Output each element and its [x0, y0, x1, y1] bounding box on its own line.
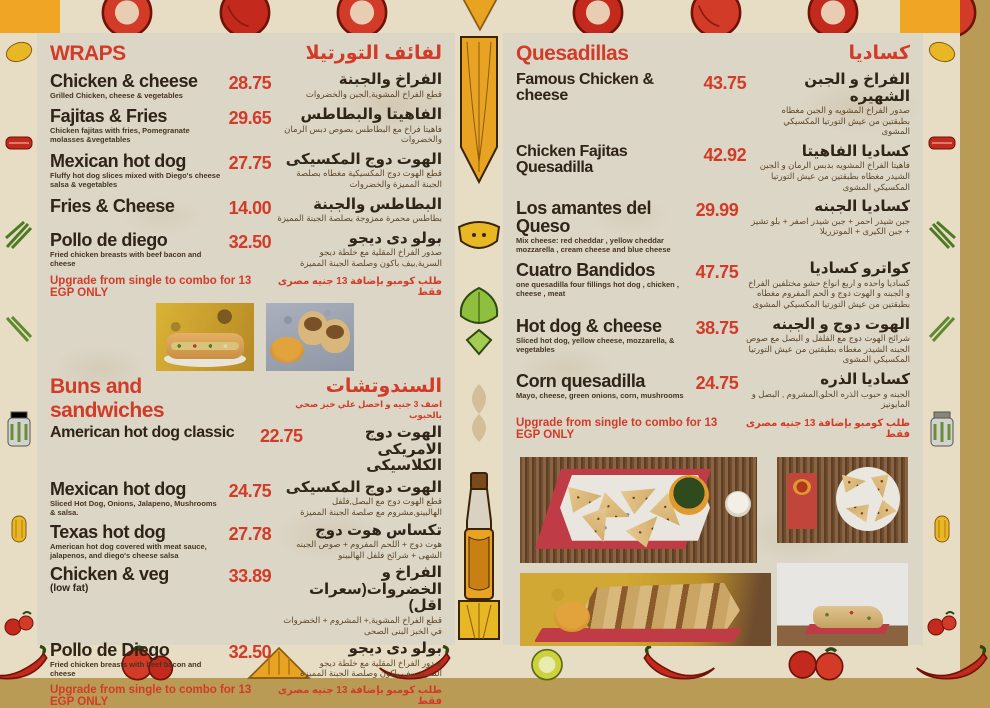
combo-upgrade-note [50, 684, 442, 708]
buns-section-header [50, 375, 442, 423]
item-price: 22.75 [259, 426, 303, 447]
item-name-ar: بولو دى ديجو [348, 229, 442, 247]
upgrade-text-en: Upgrade from single to combo for 13 EGP ONLY [516, 416, 718, 441]
item-price: 42.92 [703, 144, 747, 165]
item-desc-ar: هوت دوج + اللحم المفروم + صوص الجبنه الشهى + شرائح فلفل الهالبينو [296, 539, 442, 560]
item-desc-ar: بطاطس محمرة ممزوجة بصلصة الجبنة المميزة [277, 213, 442, 223]
green-onion-icon [927, 315, 957, 345]
item-desc-ar: قطع الهوت دوج مع البصل,فلفل الهالبينو,مشروم مع صلصة الجبنة المميزة [300, 496, 442, 517]
item-name-en: Famous Chicken & cheese [516, 71, 654, 104]
tomato-cluster-icon [926, 609, 958, 639]
menu-item [50, 72, 442, 100]
item-name-en: Chicken Fajitas Quesadilla [516, 142, 628, 176]
gold-corner [0, 0, 60, 33]
item-desc-ar: قطع الهوت دوج المكسيكية مغطاه بصلصة الجبنة المميزة والخضروات [296, 168, 442, 189]
menu-item [516, 261, 910, 309]
menu-item [516, 144, 910, 192]
combo-upgrade-note [50, 275, 442, 299]
item-price: 38.75 [695, 317, 739, 338]
item-name-en: Chicken & cheese [50, 71, 198, 91]
corn-icon [4, 514, 34, 544]
item-price: 32.50 [228, 231, 272, 252]
gold-corner [900, 0, 960, 33]
item-desc-en: Fluffy hot dog slices mixed with Diego's cheese salsa & vegetables [50, 170, 221, 189]
item-name-ar: كواترو كساديا [809, 260, 910, 278]
item-name-ar: كساديا الجبنه [814, 198, 910, 216]
center-ornament-strip [455, 33, 503, 645]
item-name-ar: الفاهيتا والبطاطس [300, 106, 442, 123]
item-name-en: Corn quesadilla [516, 371, 646, 391]
corn-icon [927, 514, 957, 544]
left-ingredient-border [0, 33, 37, 645]
menu-item [516, 199, 910, 254]
item-desc-ar: قطع الفراخ المشوية,+ المشروم + الخضروات في الخبز البنى الصحى [283, 614, 442, 636]
quesadillas-title-en: Quesadillas [516, 42, 629, 65]
item-desc-en: American hot dog covered with meat sauce, jalapenos, and diego's cheese salsa [50, 541, 207, 560]
item-price: 27.78 [228, 523, 272, 544]
right-menu-panel [503, 33, 923, 645]
photo-quesadilla-board [520, 457, 757, 563]
item-desc-en: Grilled Chicken, cheese & vegetables [50, 91, 183, 100]
upgrade-text-en: Upgrade from single to combo for 13 EGP ONLY [50, 275, 252, 300]
photo-wrap-with-bowl [266, 303, 354, 371]
right-ingredient-border [923, 33, 960, 645]
wraps-title-ar: لفائف التورتيلا [305, 43, 442, 64]
item-desc-ar: جبن شيدر احمر + جبن شيدر اصفر + بلو تشيز + جبن الكيرى + الموتزريلا [751, 215, 910, 237]
item-name-ar: الهوت دوج المكسيكى [285, 150, 442, 168]
item-name-ar: بولو دى ديجو [348, 640, 442, 658]
item-price: 47.75 [695, 262, 739, 283]
item-desc-en: Sliced Hot Dog, Onions, Jalapeno, Mushrooms & salsa. [50, 498, 217, 517]
chili-icon [910, 643, 990, 683]
item-note-en: (low fat) [50, 583, 89, 595]
menu-item [50, 523, 442, 561]
item-name-en: Pollo de diego [50, 229, 168, 250]
item-desc-en: Sliced hot dog, yellow cheese, mozzarella, & vegetables [516, 335, 675, 354]
menu-item [50, 107, 442, 145]
item-desc-en: Mix cheese: red cheddar , yellow cheddar mozzarella , cream cheese and blue cheese [516, 236, 671, 255]
item-name-en: Mexican hot dog [50, 150, 187, 171]
green-onion-icon [4, 220, 34, 250]
menu-item [50, 641, 442, 679]
item-name-en: American hot dog classic [50, 424, 235, 442]
item-desc-ar: شرائح الهوت دوج مع الفلفل و البصل مع صوص الجبنه الشيدر مغطاه بطبقتين من عيش التورتيا المكسيكي المشوى [746, 333, 910, 365]
item-name-ar: كساديا الفاهيتا [801, 142, 910, 160]
item-name-en: Hot dog & cheese [516, 315, 662, 336]
item-name-ar: الفراخ و الجبن الشهيره [804, 71, 910, 105]
leaf-ornament [457, 286, 501, 356]
left-menu-panel [37, 33, 455, 708]
menu-item [516, 72, 910, 137]
item-desc-ar: صدور الفراخ المشويه و الجبن مغطاه بطبقتين من عيش التورتيا المكسيكي المشوى [781, 105, 910, 137]
menu-item [50, 565, 442, 636]
item-desc-ar: صدور الفراخ المقلية مع خلطة ديجو السرية,بيف باكون وصلصة الجبنة المميزة [299, 657, 442, 679]
upgrade-text-ar: طلب كومبو بإضافة 13 جنيه مصرى فقط [745, 417, 910, 440]
menu-item [516, 317, 910, 365]
item-desc-ar: صدور الفراخ المقلية مع خلطة ديجو السرية,بيف باكون وصلصة الجبنة المميزة [299, 247, 442, 268]
item-desc-ar: الجبنه و حبوب الذره الحلو,المشروم , البصل و المايونيز [751, 388, 910, 410]
wraps-section-header [50, 42, 442, 66]
item-name-ar: تكساس هوت دوج [314, 521, 442, 539]
item-name-ar: كساديا الذره [820, 371, 910, 388]
item-name-ar: الهوت دوج و الجبنه [772, 315, 910, 333]
menu-item [50, 152, 442, 190]
item-price: 43.75 [703, 73, 747, 93]
meat-icon [4, 130, 34, 156]
menu-item [50, 231, 442, 269]
item-name-en: Pollo de Diego [50, 640, 170, 661]
buns-title-en: Buns and sandwiches [50, 375, 165, 423]
item-desc-en: Fried chicken breasts with beef bacon and cheese [50, 249, 202, 268]
item-name-en: Cuatro Bandidos [516, 260, 656, 281]
tomato-cluster-icon [3, 609, 35, 639]
photo-quesadilla-plate [777, 457, 908, 543]
item-price: 14.00 [228, 197, 272, 218]
item-price: 28.75 [228, 73, 272, 93]
item-price: 24.75 [228, 480, 272, 501]
sauce-bottle-illustration [457, 471, 501, 641]
menu-item [50, 197, 442, 224]
item-name-ar: الهوت دوج الامريكى الكلاسيكى [364, 424, 442, 475]
item-desc-ar: فاهيتا الفراخ المشويه بدبس الرمان و الجبن الشيدر مغطاه بطبقتين من عيش التورتيا المكسيكي المشوى [759, 160, 910, 192]
green-onion-icon [927, 220, 957, 250]
item-price: 24.75 [695, 373, 739, 393]
quesadillas-section-header [516, 42, 910, 66]
flower-ornament [457, 215, 501, 259]
item-name-en: Mexican hot dog [50, 478, 187, 499]
item-name-en: Fries & Cheese [50, 195, 175, 216]
lemon-icon [927, 39, 957, 65]
item-price: 27.75 [228, 152, 272, 173]
green-onion-icon [4, 315, 34, 345]
item-desc-ar: قطع الفراخ المشوية,الجبن والخضروات [305, 88, 442, 99]
chili-icon [0, 643, 50, 683]
quesadilla-photos [516, 447, 910, 659]
upgrade-text-en: Upgrade from single to combo for 13 EGP ONLY [50, 683, 252, 708]
upgrade-text-ar: طلب كومبو بإضافة 13 جنيه مصرى فقط [277, 684, 442, 707]
item-name-en: Texas hot dog [50, 521, 166, 542]
sandwich-photos [68, 303, 442, 371]
item-name-en: Chicken & veg [50, 564, 169, 585]
item-desc-en: Chicken fajitas with fries, Pomegranate molasses &vegetables [50, 126, 190, 144]
item-desc-en: Mayo, cheese, green onions, corn, mushrooms [516, 391, 684, 400]
item-name-en: Fajitas & Fries [50, 106, 168, 126]
damask-ornament [459, 384, 499, 444]
photo-quesadilla-small-plate [777, 563, 908, 646]
pickle-jar-icon [4, 410, 34, 450]
corn-tassel-ornament [457, 37, 501, 187]
combo-upgrade-note [516, 417, 910, 441]
buns-subtitle-ar: اضف 3 جنيه و احصل علي خبز صحي بالحبوب [295, 399, 442, 421]
top-tomato-border [0, 0, 960, 33]
quesadillas-title-ar: كساديا [848, 43, 910, 64]
item-desc-en: one quesadilla four fillings hot dog , chicken , cheese , meat [516, 280, 679, 299]
item-desc-en: Fried chicken breasts with beef bacon and cheese [50, 660, 202, 679]
meat-icon [927, 130, 957, 156]
item-price: 33.89 [228, 566, 272, 587]
photo-hotdog-sandwich [156, 303, 254, 371]
lemon-icon [4, 39, 34, 65]
item-desc-ar: كساديا واحده و اربع انواع حشو مختلفين الفراخ و الجبنه و الهوت دوج و الحم المفروم مغطاه بطبقتين من عيش التورتيا المكسيكي المشوى [748, 277, 910, 309]
item-name-en: Los amantes del Queso [516, 198, 652, 237]
upgrade-text-ar: طلب كومبو بإضافة 13 جنيه مصرى فقط [277, 276, 442, 299]
item-price: 29.65 [228, 108, 272, 128]
wraps-title-en: WRAPS [50, 42, 126, 65]
menu-item [50, 425, 442, 475]
item-name-ar: الفراخ والجبنة [338, 71, 442, 88]
item-name-ar: البطاطس والجبنة [313, 195, 442, 213]
item-price: 29.99 [695, 200, 739, 221]
photo-quesadilla-row [520, 573, 771, 646]
menu-item [50, 480, 442, 518]
item-name-ar: الفراخ و الخضروات(سعرات اقل) [308, 564, 442, 615]
menu-item [516, 372, 910, 410]
item-price: 32.50 [228, 642, 272, 663]
item-name-ar: الهوت دوج المكسيكى [285, 478, 442, 496]
pickle-jar-icon [927, 410, 957, 450]
buns-title-ar: السندوتشات [325, 376, 442, 398]
item-desc-ar: فاهيتا فراخ مع البطاطس بصوص دبس الرمان والخضروات [284, 123, 442, 145]
